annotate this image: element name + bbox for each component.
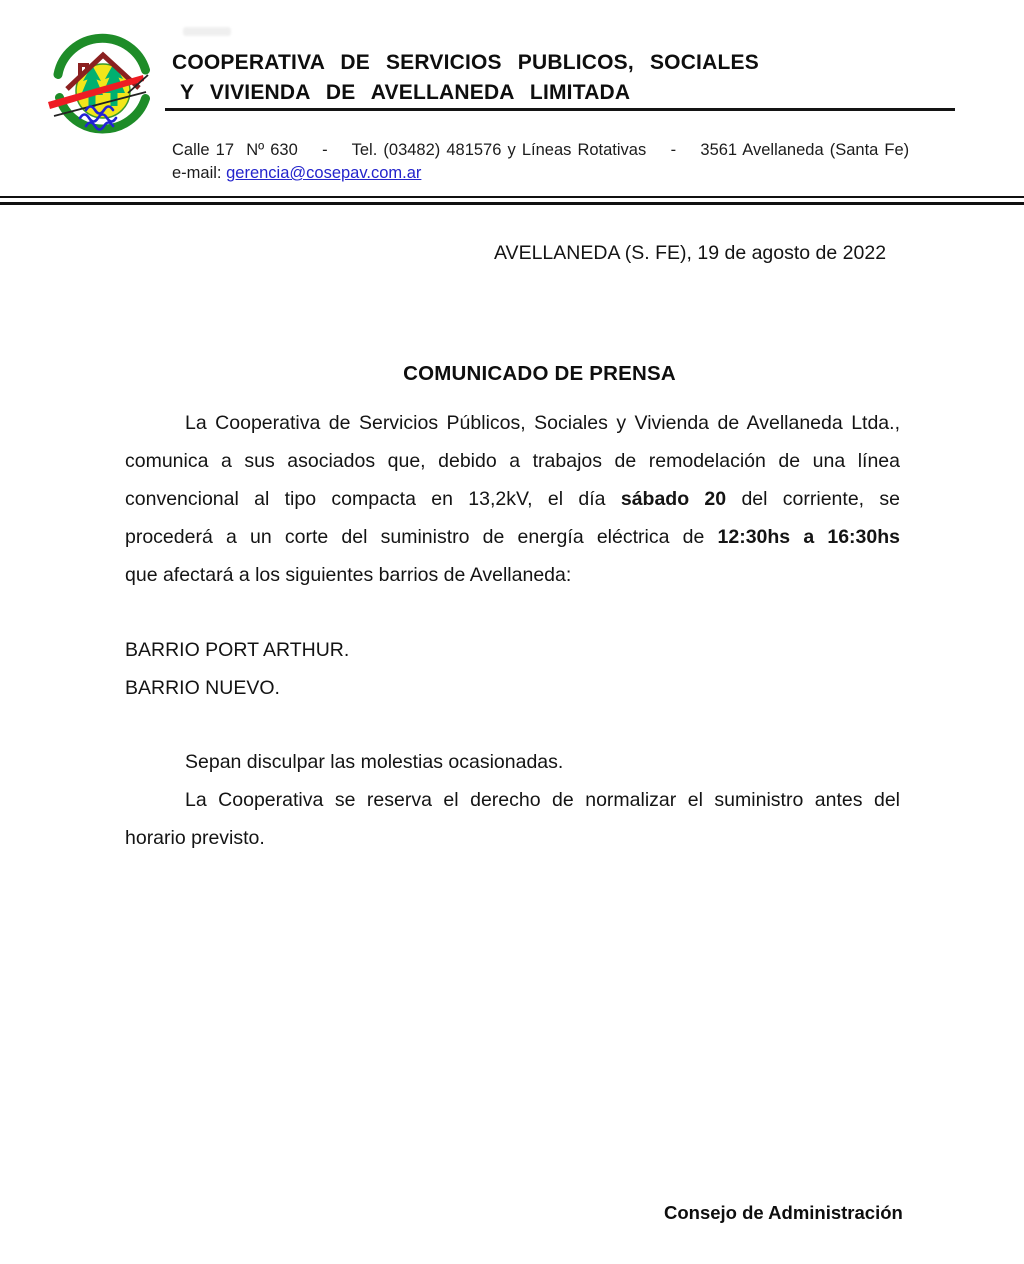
paragraph-line: La Cooperativa de Servicios Públicos, Sociales y Vivienda de Avellaneda Ltda., bbox=[185, 412, 900, 434]
cosepav-logo-icon bbox=[44, 32, 158, 136]
barrio-list bbox=[125, 631, 349, 707]
paragraph-line: comunica a sus asociados que, debido a trabajos de remodelación de una línea bbox=[125, 450, 900, 472]
paragraph-text: procederá a un corte del suministro de energía eléctrica de bbox=[125, 526, 705, 548]
paragraph-text: del corriente, se bbox=[741, 488, 900, 510]
paragraph-text: convencional al tipo compacta en 13,2kV, el día bbox=[125, 488, 606, 510]
closing-paragraph bbox=[125, 743, 900, 857]
barrio-item: BARRIO NUEVO. bbox=[125, 677, 280, 699]
closing-line: La Cooperativa se reserva el derecho de normalizar el suministro antes del bbox=[185, 789, 900, 811]
signature: Consejo de Administración bbox=[664, 1202, 903, 1223]
main-paragraph bbox=[125, 404, 900, 594]
email-line bbox=[172, 162, 421, 185]
org-name bbox=[172, 48, 812, 108]
scan-artifact bbox=[183, 27, 231, 36]
header-underline bbox=[165, 108, 955, 111]
highlight-time-range: 12:30hs a 16:30hs bbox=[717, 526, 900, 548]
closing-line: horario previsto. bbox=[125, 827, 265, 849]
paragraph-line bbox=[125, 518, 900, 556]
paragraph-line bbox=[125, 480, 900, 518]
separator-rule-thick bbox=[0, 202, 1024, 205]
closing-line: Sepan disculpar las molestias ocasionadas. bbox=[185, 751, 564, 773]
org-name-line1: COOPERATIVA DE SERVICIOS PUBLICOS, SOCIALES bbox=[172, 51, 759, 74]
email-link[interactable]: gerencia@cosepav.com.ar bbox=[226, 164, 422, 182]
paragraph-line: que afectará a los siguientes barrios de Avellaneda: bbox=[125, 564, 572, 586]
org-name-line2: Y VIVIENDA DE AVELLANEDA LIMITADA bbox=[180, 81, 631, 104]
barrio-item: BARRIO PORT ARTHUR. bbox=[125, 639, 350, 661]
address-line: Calle 17 Nº 630 - Tel. (03482) 481576 y Líneas Rotativas - 3561 Avellaneda (Santa Fe) bbox=[172, 141, 910, 159]
separator-rule-thin bbox=[0, 196, 1024, 198]
document-title: COMUNICADO DE PRENSA bbox=[403, 362, 676, 385]
dateline: AVELLANEDA (S. FE), 19 de agosto de 2022 bbox=[494, 242, 887, 264]
highlight-date: sábado 20 bbox=[620, 488, 727, 510]
email-label: e-mail: bbox=[172, 164, 227, 182]
